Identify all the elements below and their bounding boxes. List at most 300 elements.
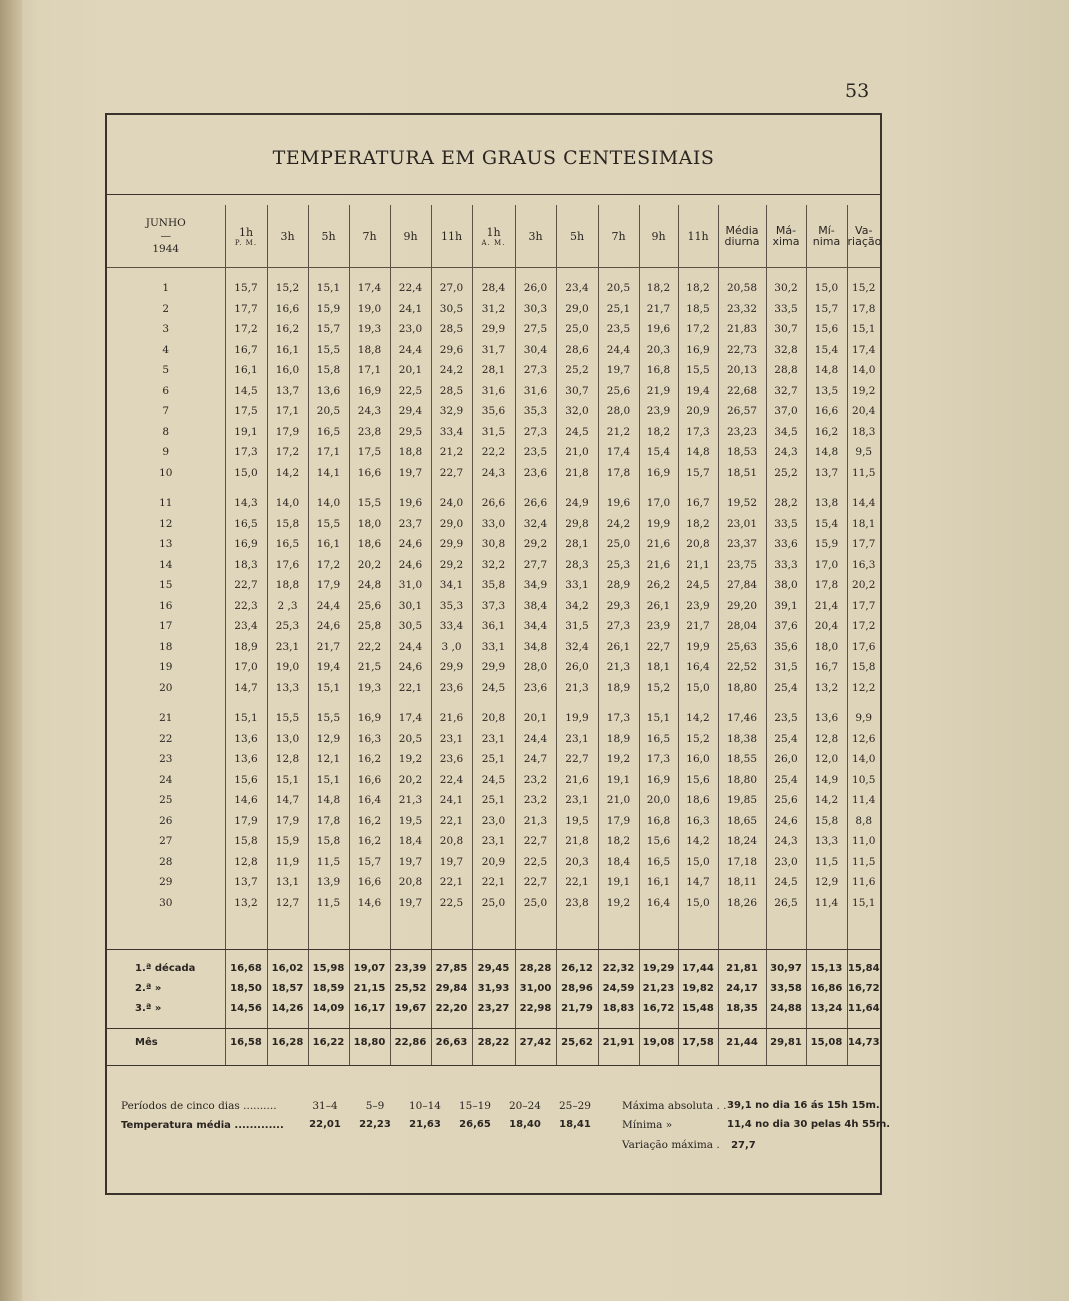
table-cell: 24,8 [349,575,390,596]
period-range: 20–24 [509,1100,541,1112]
table-cell: 22,20 [431,998,472,1018]
table-cell: 2 ,3 [267,596,308,617]
header-col-10 [639,205,678,268]
table-cell: 24,3 [766,442,806,463]
header-col-label: Média diurna [724,224,760,248]
table-cell: 27,0 [431,278,472,299]
table-cell: 17,0 [639,493,678,514]
table-cell: 16,5 [639,729,678,750]
decade-row [107,958,880,978]
table-cell: 11,64 [847,998,880,1018]
table-cell: 35,3 [515,401,556,422]
table-cell: 35,6 [766,637,806,658]
table-cell: 21,6 [639,534,678,555]
table-cell: 18,5 [678,299,718,320]
table-row [107,770,880,791]
table-cell: 22,3 [225,596,267,617]
table-cell: 21,83 [718,319,766,340]
table-cell: 15,6 [225,770,267,791]
header-col-12 [718,205,766,268]
spacer-row [107,1055,880,1066]
max-value: 39,1 no dia 16 ás 15h 15m. [727,1100,880,1111]
header-col-label: 3h [528,229,543,243]
table-cell: 24,9 [556,493,598,514]
spacer-cell [349,950,390,959]
table-cell: 19,6 [639,319,678,340]
table-cell: 24,4 [390,637,431,658]
spacer-cell [431,483,472,493]
header-col-5 [431,205,472,268]
table-cell: 18,57 [267,978,308,998]
table-cell: 13,5 [806,381,847,402]
table-cell: 23,1 [472,831,515,852]
table-cell: 30,7 [766,319,806,340]
table-cell: 15,2 [639,678,678,699]
spacer-cell [308,1018,349,1029]
table-cell: 23,5 [766,708,806,729]
table-cell: 22,98 [515,998,556,1018]
table-cell: 19,29 [639,958,678,978]
table-cell: 24,5 [472,678,515,699]
table-cell: 21,81 [718,958,766,978]
spacer-cell [308,913,349,950]
table-cell: 11,0 [847,831,880,852]
period-range: 25–29 [559,1100,591,1112]
table-cell: 21,91 [598,1029,639,1056]
table-cell: 3 ,0 [431,637,472,658]
row-label: 1.ª década [135,962,196,974]
spacer-cell [639,483,678,493]
table-cell: 23,1 [556,790,598,811]
period-temp: 26,65 [459,1119,491,1130]
header-col-label: 5h [321,229,336,243]
table-cell: 23,1 [556,729,598,750]
spacer-cell [225,483,267,493]
table-row [107,729,880,750]
table-cell: 38,4 [515,596,556,617]
table-cell: 15,6 [678,770,718,791]
row-label: 6 [162,384,170,397]
table-cell: 25,4 [766,770,806,791]
table-cell: 17,3 [639,749,678,770]
table-cell: 17,4 [349,278,390,299]
table-cell: 22,73 [718,340,766,361]
table-cell: 15,9 [267,831,308,852]
table-cell: 16,3 [678,811,718,832]
table-cell: 16,6 [349,770,390,791]
table-cell: 28,4 [472,278,515,299]
table-cell: 15,48 [678,998,718,1018]
spacer-cell [308,1055,349,1066]
table-cell: 24,2 [598,514,639,535]
table-cell: 26,63 [431,1029,472,1056]
table-cell: 16,1 [267,340,308,361]
table-cell: 25,1 [472,790,515,811]
spacer-row [107,268,880,279]
table-cell: 16,9 [639,463,678,484]
table-cell: 19,52 [718,493,766,514]
page-binding [0,0,22,1301]
table-cell: 16,72 [639,998,678,1018]
table-cell: 18,11 [718,872,766,893]
table-cell: 18,0 [806,637,847,658]
table-cell: 33,6 [766,534,806,555]
table-cell: 25,62 [556,1029,598,1056]
table-cell: 29,45 [472,958,515,978]
row-label: 18 [159,640,173,653]
table-cell: 22,32 [598,958,639,978]
table-cell: 24,6 [390,555,431,576]
table-cell: 31,7 [472,340,515,361]
spacer-cell [806,913,847,950]
table-cell: 19,3 [349,319,390,340]
table-cell: 34,9 [515,575,556,596]
table-cell: 24,1 [390,299,431,320]
table-cell: 17,4 [390,708,431,729]
page-number: 53 [845,80,870,102]
table-cell: 21,5 [349,657,390,678]
table-cell: 23,4 [225,616,267,637]
table-cell: 28,5 [431,319,472,340]
table-cell: 23,0 [390,319,431,340]
table-cell: 23,01 [718,514,766,535]
table-cell: 16,9 [639,770,678,791]
table-cell: 16,4 [678,657,718,678]
table-cell: 16,2 [349,811,390,832]
table-cell: 16,72 [847,978,880,998]
decade-row [107,998,880,1018]
spacer-cell [107,1055,225,1066]
table-cell: 17,9 [308,575,349,596]
header-col-3 [349,205,390,268]
table-cell: 9,9 [847,708,880,729]
spacer-cell [718,268,766,279]
table-row [107,575,880,596]
month-row [107,1029,880,1056]
table-cell: 22,5 [431,893,472,914]
table-cell: 18,35 [718,998,766,1018]
header-col-label: Va-riação [847,224,882,248]
table-cell: 16,7 [225,340,267,361]
table-cell: 11,4 [806,893,847,914]
table-cell: 29,84 [431,978,472,998]
header-col-2 [308,205,349,268]
table-cell: 39,1 [766,596,806,617]
table-cell: 29,20 [718,596,766,617]
spacer-cell [678,913,718,950]
table-frame [105,113,891,1195]
header-col-9 [598,205,639,268]
table-cell: 18,4 [390,831,431,852]
table-cell: 19,7 [598,360,639,381]
table-cell: 16,1 [308,534,349,555]
spacer-cell [349,483,390,493]
spacer-cell [556,950,598,959]
table-cell: 24,88 [766,998,806,1018]
table-cell: 17,9 [267,811,308,832]
table-cell: 21,23 [639,978,678,998]
spacer-row [107,1018,880,1029]
table-row [107,893,880,914]
spacer-cell [349,268,390,279]
table-cell: 19,3 [349,678,390,699]
spacer-cell [349,913,390,950]
table-cell: 21,3 [390,790,431,811]
row-label: 22 [159,732,173,745]
period-range: 15–19 [459,1100,491,1112]
spacer-cell [431,268,472,279]
table-cell: 20,4 [806,616,847,637]
table-cell: 21,8 [556,463,598,484]
table-cell: 21,1 [678,555,718,576]
row-label: 27 [159,835,173,848]
table-row [107,790,880,811]
table-cell: 22,7 [639,637,678,658]
table-cell: 16,1 [639,872,678,893]
table-cell: 20,1 [390,360,431,381]
spacer-cell [431,698,472,708]
table-cell: 15,9 [806,534,847,555]
header-col-label: Mí-nima [812,224,841,248]
table-cell: 23,6 [431,678,472,699]
spacer-cell [515,268,556,279]
table-cell: 30,5 [390,616,431,637]
table-cell: 18,2 [678,514,718,535]
spacer-cell [390,913,431,950]
table-cell: 12,8 [225,852,267,873]
table-cell: 24,59 [598,978,639,998]
table-cell: 21,3 [556,678,598,699]
table-cell: 22,5 [515,852,556,873]
spacer-cell [472,1055,515,1066]
table-cell: 17,7 [847,534,880,555]
period-range: 10–14 [409,1100,441,1112]
table-cell: 23,1 [472,729,515,750]
header-col-label: 1h [238,225,254,239]
table-cell: 24,4 [390,340,431,361]
table-cell: 16,2 [349,749,390,770]
header-col-6 [472,205,515,268]
table-cell: 14,8 [806,442,847,463]
table-cell: 23,1 [431,729,472,750]
spacer-cell [107,1018,225,1029]
table-cell: 37,0 [766,401,806,422]
table-cell: 20,13 [718,360,766,381]
table-cell: 15,5 [267,708,308,729]
table-cell: 23,37 [718,534,766,555]
table-row [107,872,880,893]
table-cell: 15,13 [806,958,847,978]
table-cell: 20,3 [556,852,598,873]
table-cell: 16,02 [267,958,308,978]
table-row [107,381,880,402]
table-cell: 28,6 [556,340,598,361]
table-cell: 24,3 [349,401,390,422]
table-cell: 21,8 [556,831,598,852]
table-cell: 16,3 [349,729,390,750]
spacer-cell [107,268,225,279]
table-cell: 20,5 [390,729,431,750]
table-cell: 16,86 [806,978,847,998]
table-cell: 31,0 [390,575,431,596]
periods-label: Períodos de cinco dias .......... [121,1100,277,1112]
period-temp: 22,01 [309,1119,341,1130]
spacer-cell [349,698,390,708]
header-month: JUNHO [145,216,186,229]
table-cell: 29,9 [431,657,472,678]
table-cell: 24,6 [766,811,806,832]
table-cell: 29,3 [598,596,639,617]
periods-row [121,1100,277,1116]
table-cell: 16,6 [349,463,390,484]
table-cell: 13,7 [806,463,847,484]
spacer-cell [718,483,766,493]
header-col-label: 3h [280,229,295,243]
table-cell: 15,1 [267,770,308,791]
table-cell: 15,7 [806,299,847,320]
table-cell: 19,2 [598,893,639,914]
table-cell: 19,7 [390,463,431,484]
spacer-cell [267,268,308,279]
row-label: 3.ª » [135,1002,162,1014]
spacer-cell [678,1055,718,1066]
spacer-cell [390,1018,431,1029]
table-cell: 15,1 [225,708,267,729]
row-label: 25 [159,794,173,807]
table-cell: 25,4 [766,678,806,699]
table-cell: 25,0 [598,534,639,555]
table-cell: 18,2 [678,278,718,299]
table-cell: 17,5 [225,401,267,422]
spacer-cell [225,1018,267,1029]
spacer-cell [639,268,678,279]
table-cell: 20,58 [718,278,766,299]
table-cell: 17,2 [847,616,880,637]
table-cell: 22,5 [390,381,431,402]
table-cell: 30,2 [766,278,806,299]
spacer-cell [556,483,598,493]
table-cell: 29,2 [515,534,556,555]
table-cell: 34,1 [431,575,472,596]
spacer-cell [766,1055,806,1066]
table-cell: 22,7 [225,575,267,596]
header-col-label: 7h [611,229,626,243]
row-label: Mês [135,1036,158,1048]
table-cell: 29,4 [390,401,431,422]
spacer-cell [267,913,308,950]
table-cell: 31,5 [556,616,598,637]
table-cell: 15,8 [847,657,880,678]
spacer-cell [598,698,639,708]
spacer-cell [598,950,639,959]
table-cell: 22,2 [472,442,515,463]
table-cell: 11,5 [308,893,349,914]
table-cell: 14,2 [806,790,847,811]
table-cell: 21,2 [431,442,472,463]
decade-row [107,978,880,998]
table-cell: 18,8 [349,340,390,361]
table-cell: 18,1 [639,657,678,678]
table-cell: 25,63 [718,637,766,658]
table-cell: 20,5 [308,401,349,422]
row-label: 5 [162,364,170,377]
spacer-row [107,698,880,708]
table-cell: 12,1 [308,749,349,770]
table-cell: 21,15 [349,978,390,998]
spacer-cell [267,1055,308,1066]
table-row [107,401,880,422]
row-label: 19 [159,661,173,674]
spacer-cell [107,913,225,950]
table-cell: 25,0 [556,319,598,340]
table-cell: 18,2 [639,422,678,443]
table-cell: 14,56 [225,998,267,1018]
spacer-cell [515,483,556,493]
table-row [107,678,880,699]
table-cell: 23,2 [515,790,556,811]
table-cell: 31,5 [766,657,806,678]
table-row [107,463,880,484]
table-cell: 15,0 [225,463,267,484]
table-cell: 29,8 [556,514,598,535]
header-col-8 [556,205,598,268]
table-row [107,493,880,514]
table-cell: 19,82 [678,978,718,998]
spacer-cell [678,698,718,708]
table-cell: 12,8 [267,749,308,770]
spacer-cell [598,483,639,493]
spacer-cell [472,950,515,959]
spacer-cell [766,950,806,959]
table-cell: 16,0 [678,749,718,770]
spacer-cell [390,1055,431,1066]
spacer-cell [349,1018,390,1029]
header-col-label: 9h [403,229,418,243]
row-label: 15 [159,579,173,592]
table-cell: 15,08 [806,1029,847,1056]
table-cell: 13,1 [267,872,308,893]
table-cell: 21,6 [431,708,472,729]
table-cell: 18,38 [718,729,766,750]
table-cell: 23,39 [390,958,431,978]
table-cell: 32,0 [556,401,598,422]
table-cell: 23,5 [598,319,639,340]
row-label: 28 [159,855,173,868]
table-cell: 23,9 [639,401,678,422]
table-cell: 18,2 [598,831,639,852]
temp-row [121,1119,284,1135]
table-cell: 13,7 [225,872,267,893]
table-cell: 15,5 [349,493,390,514]
table-cell: 19,0 [267,657,308,678]
table-cell: 27,84 [718,575,766,596]
table-cell: 19,6 [390,493,431,514]
table-cell: 11,4 [847,790,880,811]
table-cell: 23,6 [515,463,556,484]
table-cell: 16,7 [678,493,718,514]
table-cell: 15,0 [678,852,718,873]
table-cell: 29,0 [556,299,598,320]
table-cell: 19,5 [390,811,431,832]
table-cell: 19,85 [718,790,766,811]
table-row [107,749,880,770]
spacer-cell [766,483,806,493]
table-cell: 26,2 [639,575,678,596]
spacer-cell [225,913,267,950]
max-row [622,1100,727,1116]
table-cell: 17,4 [598,442,639,463]
table-cell: 25,4 [766,729,806,750]
